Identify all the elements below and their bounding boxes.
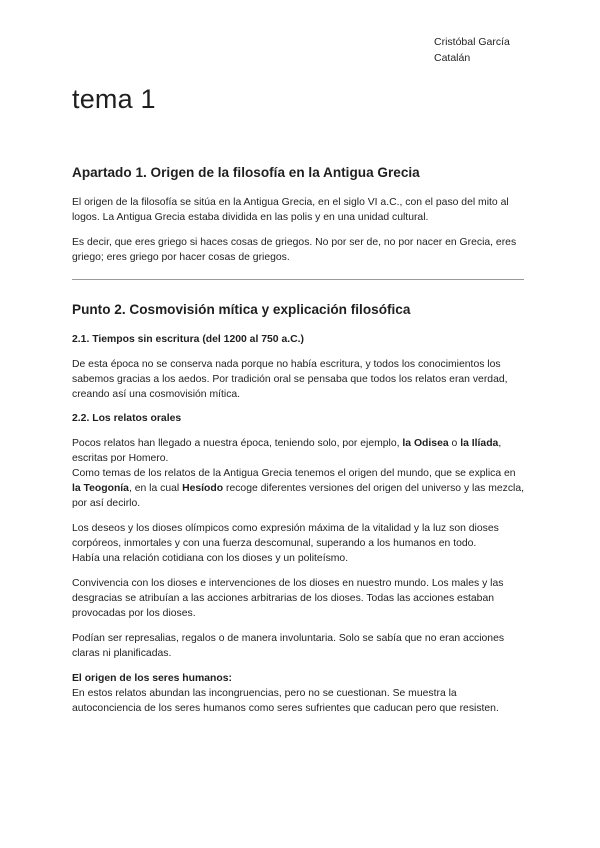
text-run: recoge diferentes versiones del origen del universo y las mezcla, por así decirlo. (72, 483, 525, 509)
subsection-2-1-heading: 2.1. Tiempos sin escritura (del 1200 al 750 a.C.) (72, 334, 304, 345)
subsection-2-2-paragraph-4: Podían ser represalias, regalos o de manera involuntaria. Solo se sabía que no eran acciones claras ni planificadas. (72, 633, 505, 659)
origen-seres-humanos-text: En estos relatos abundan las incongruencias, pero no se cuestionan. Se muestra la autoconciencia de los seres humanos como seres sufrientes que caducan pero que resisten. (72, 688, 499, 714)
bold-teogonia: la Teogonía (72, 483, 129, 494)
bold-odisea: la Odisea (402, 438, 449, 449)
text-run: , escritas por Homero. (72, 438, 502, 464)
text-run: Había una relación cotidiana con los dioses y un politeísmo. (72, 553, 349, 564)
section-1-paragraph-2: Es decir, que eres griego si haces cosas de griegos. No por ser de, no por nacer en Grecia, eres griego; eres griego por hacer cosas de griegos. (72, 237, 517, 263)
subsection-2-1-paragraph: De esta época no se conserva nada porque no había escritura, y todos los conocimientos los sabemos gracias a los aedos. Por tradición oral se pensaba que todos los relatos eran verdad, creando así una cosmovisión mítica. (72, 359, 508, 400)
subsection-2-2-paragraph-2 (72, 521, 527, 566)
section-1-heading: Apartado 1. Origen de la filosofía en la Antigua Grecia (72, 165, 420, 180)
bold-hesiodo: Hesíodo (182, 483, 224, 494)
document-title: tema 1 (72, 84, 156, 114)
origen-seres-humanos-block (72, 671, 527, 716)
text-run: o (448, 438, 461, 449)
section-2-heading: Punto 2. Cosmovisión mítica y explicación filosófica (72, 302, 411, 317)
subsection-2-2-paragraph-1 (72, 436, 527, 511)
origen-seres-humanos-heading: El origen de los seres humanos: (72, 673, 232, 684)
section-1-paragraph-1: El origen de la filosofía se sitúa en la Antigua Grecia, en el siglo VI a.C., con el paso del mito al logos. La Antigua Grecia estaba dividida en las polis y en una unidad cultural. (72, 197, 509, 223)
text-run: Los deseos y los dioses olímpicos como expresión máxima de la vitalidad y la luz son dioses corpóreos, inmortales y con una fuerza descomunal, superando a los humanos en todo. (72, 523, 499, 549)
subsection-2-2-paragraph-3: Convivencia con los dioses e intervenciones de los dioses en nuestro mundo. Los males y las desgracias se atribuían a las acciones arbitrarias de los dioses. Todas las acciones estaban provocadas por los dioses. (72, 578, 504, 619)
author-name (434, 34, 510, 66)
text-run: , en la cual (128, 483, 183, 494)
subsection-2-2-heading: 2.2. Los relatos orales (72, 413, 182, 424)
bold-iliada: la Ilíada (460, 438, 499, 449)
text-run: Pocos relatos han llegado a nuestra época, teniendo solo, por ejemplo, (72, 438, 403, 449)
horizontal-divider (72, 279, 524, 280)
text-run: Como temas de los relatos de la Antigua Grecia tenemos el origen del mundo, que se explica en (72, 468, 516, 479)
author-line-1: Cristóbal García (434, 36, 510, 48)
author-line-2: Catalán (434, 52, 471, 64)
document-body (72, 164, 527, 726)
